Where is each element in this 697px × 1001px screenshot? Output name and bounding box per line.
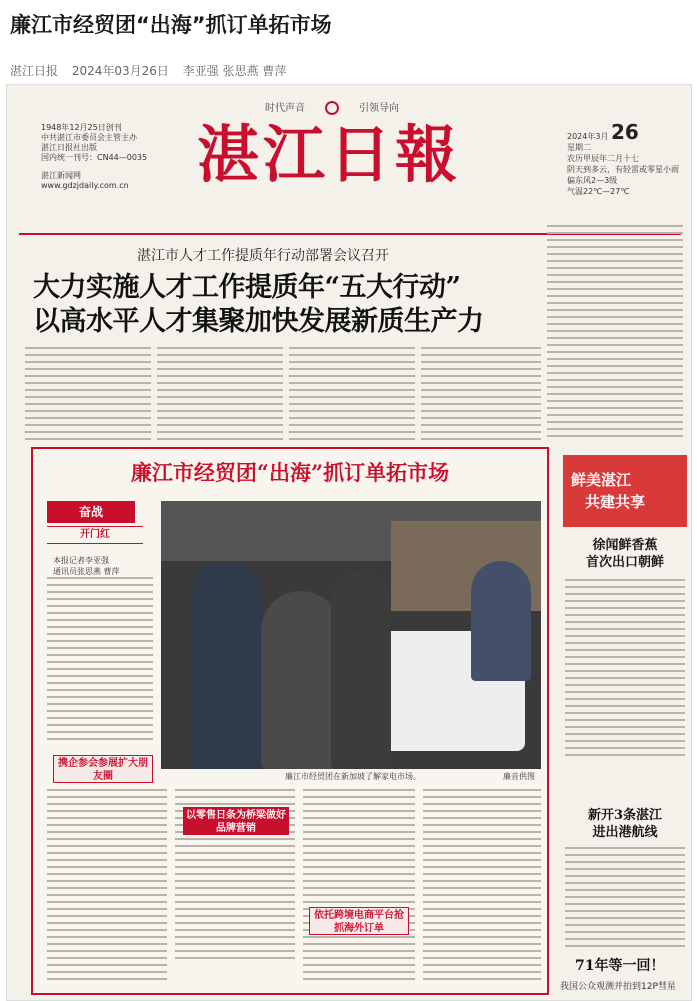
masthead	[7, 85, 692, 235]
lead-kicker: 湛江市人才工作提质年行动部署会议召开	[137, 248, 389, 264]
masthead-publisher-info: 1948年12月25日创刊 中共湛江市委员会主管主办 湛江日报社出版 国内统一刊号：CN44—0035 湛江新闻网 www.gdzjdaily.com.cn	[41, 123, 148, 190]
feature-subhead-1: 携企参会参展扩大朋友圈	[53, 755, 153, 783]
newspaper-page-image	[6, 84, 692, 1001]
source-link[interactable]: 湛江日报	[10, 64, 59, 78]
promo-banner: 鲜美湛江 共建共享	[563, 455, 687, 527]
article-meta	[10, 62, 296, 79]
feature-story-box	[31, 447, 549, 995]
photo-credit: 廉音供图	[503, 772, 535, 781]
feature-byline: 本报记者李亚强 通讯员张思燕 曹萍	[53, 556, 120, 576]
right-story1-body	[565, 579, 685, 761]
feature-title: 廉江市经贸团“出海”抓订单拓市场	[130, 460, 450, 485]
masthead-logo: 湛江日報	[197, 118, 462, 191]
feature-subhead-2: 以零售日条为桥梁做好品牌营销	[183, 807, 289, 835]
lead-body-column-2	[157, 347, 283, 445]
lead-body-column-right	[547, 225, 683, 442]
right-story2-body	[565, 847, 685, 952]
right-footer-caption: 我国公众观测并拍到12P彗星	[560, 982, 676, 992]
authors: 李亚强 张思燕 曹萍	[182, 64, 287, 78]
article-title: 廉江市经贸团“出海”抓订单拓市场	[10, 13, 332, 37]
feature-body-column-intro	[47, 577, 153, 745]
weather-line: 阴天到多云，有轻雷或零星小雨	[567, 165, 679, 174]
lead-body-column-1	[25, 347, 151, 445]
photo-caption: 廉江市经贸团在新加坡了解家电市场。	[285, 772, 421, 781]
publish-date: 2024年03月26日	[71, 64, 169, 78]
newspaper-emblem-icon	[325, 101, 339, 115]
feature-subhead-3: 依托跨境电商平台抢抓海外订单	[309, 907, 409, 935]
feature-body-column-4	[423, 789, 541, 985]
masthead-slogan: 时代声音 引领导向	[265, 103, 399, 114]
right-footer-headline: 71年等一回！	[575, 958, 665, 974]
lead-headline-line2: 以高水平人才集聚加快发展新质生产力	[33, 306, 484, 337]
feature-photo	[161, 501, 541, 769]
masthead-date-weather: 2024年3月 26 星期二 农历甲辰年二月十七 阴天到多云，有轻雷或零星小雨 偏东风2—3级 气温22℃—27℃	[567, 120, 679, 196]
right-story1-headline: 徐闻鲜香蕉 首次出口朝鲜	[585, 538, 664, 570]
lead-body-column-3	[289, 347, 415, 445]
lead-body-column-4	[421, 347, 541, 445]
feature-body-column-3	[303, 789, 415, 985]
lead-headline-line1: 大力实施人才工作提质年“五大行动”	[33, 272, 461, 303]
section-badge: 奋战 开门红	[47, 501, 151, 547]
feature-body-column-1	[47, 789, 167, 985]
right-story2-headline: 新开3条湛江 进出港航线	[587, 808, 663, 840]
